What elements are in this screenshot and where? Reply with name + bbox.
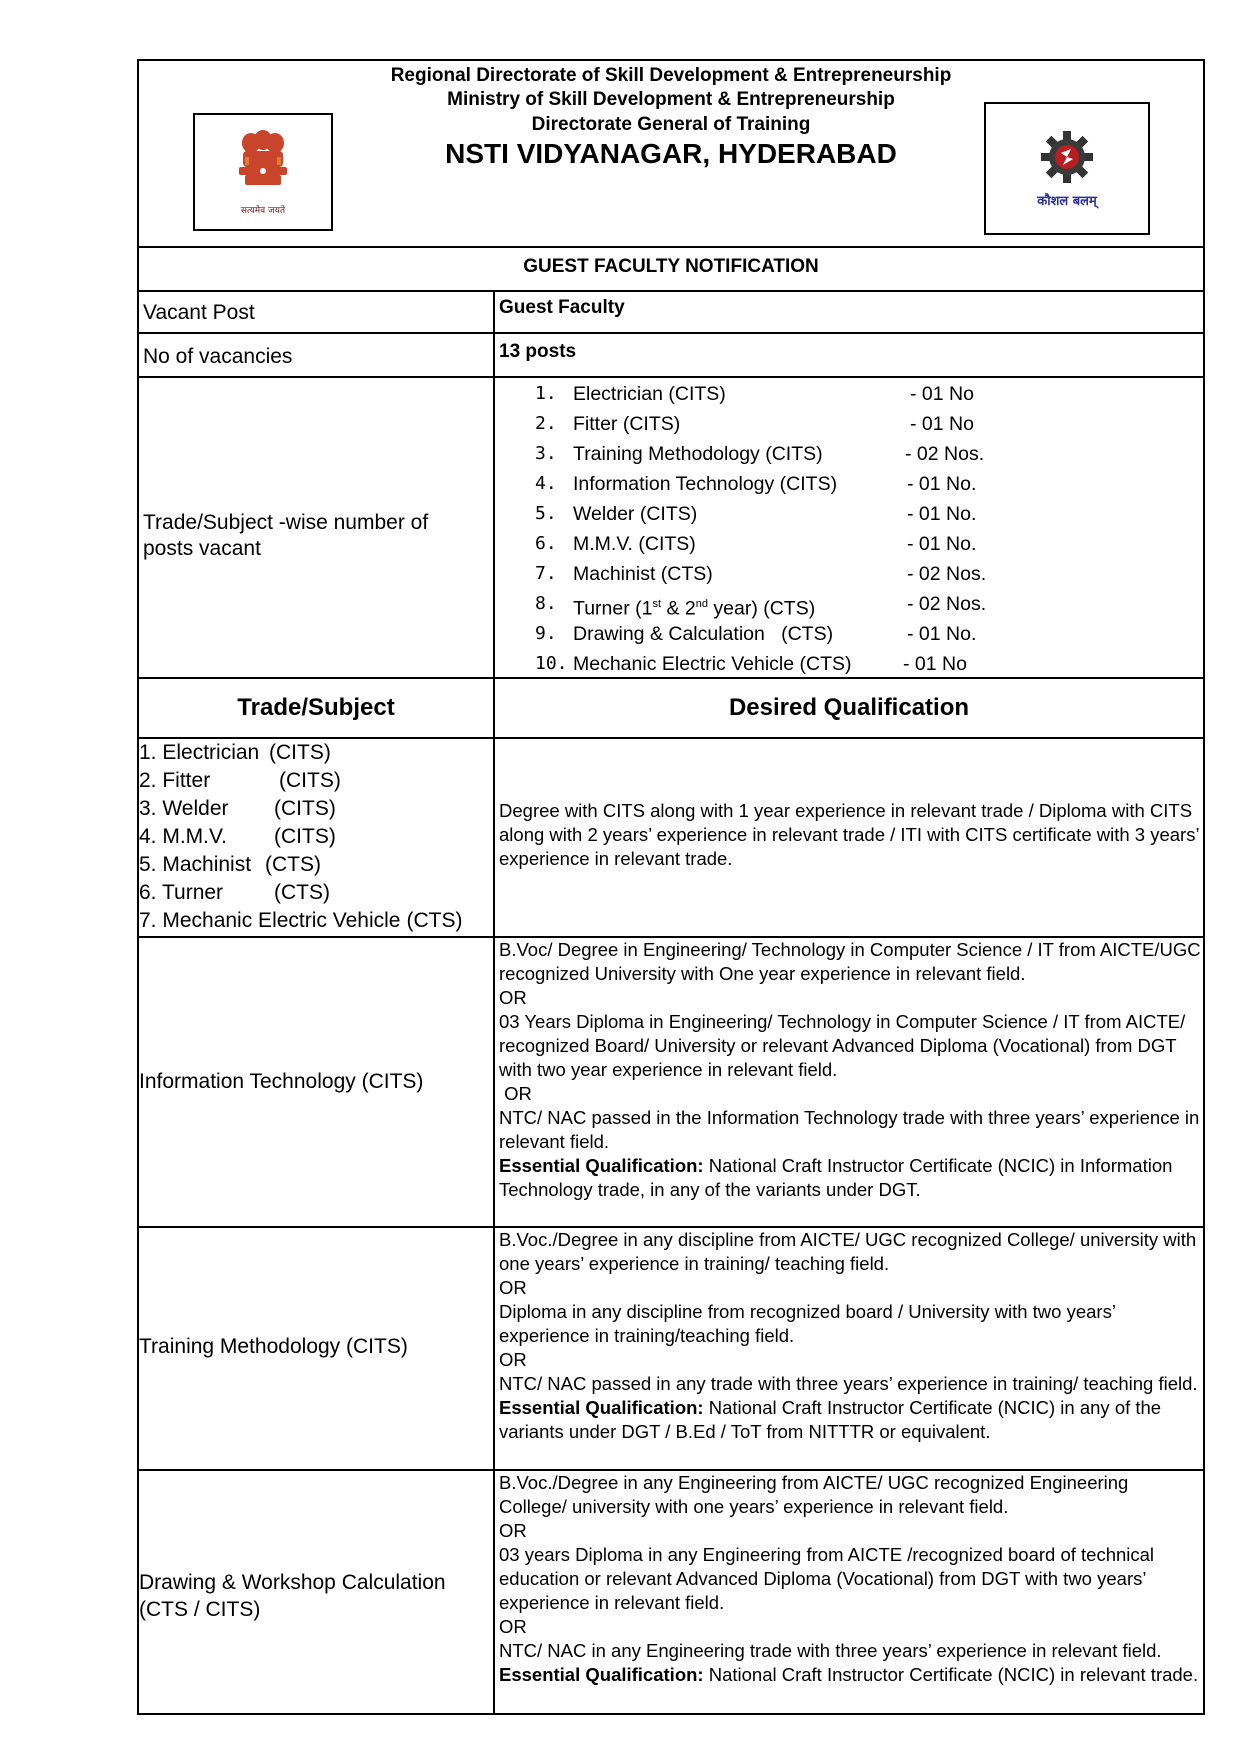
dwc-qualification: B.Voc./Degree in any Engineering from AICTE/ UGC recognized Engineering College/ university with one years’ experience in relevant field. OR 03 years Diploma in any Engineering from AICTE /recognized board of technical education or relevant Advanced Diploma (Vocational) from DGT with two years’ experience in relevant field. OR NTC/ NAC in any Engineering trade with three years’ experience in relevant field. Essential Qualification: National Craft Instructor Certificate (NCIC) in relevant trade. xyxy=(499,1472,1199,1685)
desired-qualification-heading: Desired Qualification xyxy=(728,694,970,721)
it-qualification: B.Voc/ Degree in Engineering/ Technology in Computer Science / IT from AICTE/UGC recognized University with One year experience in relevant field. OR 03 Years Diploma in Engineering/ Technology in Computer Science / IT from AICTE/ recognized Board/ University or relevant Advanced Diploma (Vocational) from DGT with two year experience in relevant field. OR NTC/ NAC passed in the Information Technology trade with three years’ experience in relevant field. Essential Qualification: National Craft Instructor Certificate (NCIC) in Information Technology trade, in any of the variants under DGT. xyxy=(499,939,1201,1200)
list-item: 1. Electrician (CITS) - 01 No xyxy=(535,383,974,405)
directorate-line: Regional Directorate of Skill Development & Entrepreneurship xyxy=(390,65,952,86)
tm-qualification: B.Voc./Degree in any discipline from AICTE/ UGC recognized College/ university with one years’ experience in training/ teaching field. OR Diploma in any discipline from recognized board / University with two years’ experience in training/teaching field. OR NTC/ NAC passed in any trade with three years’ experience in training/ teaching field. Essential Qualification: National Craft Instructor Certificate (NCIC) in any of the variants under DGT / B.Ed / ToT from NITTTR or equivalent. xyxy=(499,1229,1198,1442)
notification-page xyxy=(137,59,1205,1715)
vacancies-value: 13 posts xyxy=(499,341,577,362)
dwc-row xyxy=(139,1471,1203,1713)
lion-capital-icon xyxy=(231,129,295,201)
list-item: 2. Fitter (CITS) - 01 No xyxy=(535,413,974,435)
notification-table xyxy=(137,59,1205,1715)
qualification-header-row xyxy=(139,679,1203,739)
letterhead xyxy=(139,61,1203,248)
list-item: 2. Fitter (CITS) xyxy=(139,769,341,792)
list-item: 10. Mechanic Electric Vehicle (CTS) - 01 No xyxy=(535,653,967,675)
list-item: 6. Turner (CTS) xyxy=(139,881,330,904)
trade-wise-list-cell xyxy=(495,378,1203,677)
institute-name: NSTI VIDYANAGAR, HYDERABAD xyxy=(445,138,897,169)
trade-wise-label: Trade/Subject -wise number of posts vacant xyxy=(139,378,495,677)
vacancies-label: No of vacancies xyxy=(139,334,495,376)
trade-wise-list xyxy=(495,378,1203,680)
list-item: 4. Information Technology (CITS) - 01 No. xyxy=(535,473,977,495)
group1-trade-list xyxy=(139,739,493,935)
trade-subject-heading: Trade/Subject xyxy=(139,679,495,737)
list-item: 3. Training Methodology (CITS) - 02 Nos. xyxy=(535,443,985,465)
dwc-trade: Drawing & Workshop Calculation (CTS / CITS) xyxy=(139,1471,495,1713)
group1-row xyxy=(139,739,1203,938)
tm-trade: Training Methodology (CITS) xyxy=(139,1228,495,1469)
list-item: 9. Drawing & Calculation (CTS) - 01 No. xyxy=(535,623,977,645)
vacancies-row xyxy=(139,334,1203,378)
list-item: 6. M.M.V. (CITS) - 01 No. xyxy=(535,533,977,555)
vacant-post-value: Guest Faculty xyxy=(499,297,625,318)
list-item: 3. Welder (CITS) xyxy=(139,797,336,820)
vacant-post-label: Vacant Post xyxy=(139,292,495,332)
vacant-post-row xyxy=(139,292,1203,334)
list-item: 8. Turner (1st & 2nd year) (CTS) - 02 Nos. xyxy=(535,593,987,620)
group1-qualification: Degree with CITS along with 1 year experience in relevant trade / Diploma with CITS along with 2 years’ experience in relevant trade / ITI with CITS certificate with 3 years’ experience in relevant trade. xyxy=(499,800,1199,869)
tm-row xyxy=(139,1228,1203,1471)
it-trade: Information Technology (CITS) xyxy=(139,938,495,1226)
list-item: 7. Mechanic Electric Vehicle (CTS) xyxy=(139,909,463,932)
list-item: 1. Electrician (CITS) xyxy=(139,741,331,764)
skill-india-logo xyxy=(984,102,1150,235)
ministry-line: Ministry of Skill Development & Entrepreneurship xyxy=(447,89,895,110)
logo-tagline: कौशल बलम् xyxy=(1037,193,1097,209)
list-item: 5. Welder (CITS) - 01 No. xyxy=(535,503,977,525)
state-emblem xyxy=(193,113,333,231)
list-item: 5. Machinist (CTS) xyxy=(139,853,321,876)
dgt-line: Directorate General of Training xyxy=(531,114,811,135)
notification-title: GUEST FACULTY NOTIFICATION xyxy=(139,248,1203,292)
it-row xyxy=(139,938,1203,1228)
emblem-motto: सत्यमेव जयते xyxy=(240,205,286,216)
list-item: 7. Machinist (CTS) - 02 Nos. xyxy=(535,563,987,585)
list-item: 4. M.M.V. (CITS) xyxy=(139,825,336,848)
gear-wrench-icon xyxy=(1037,129,1097,187)
trade-wise-row xyxy=(139,378,1203,679)
group1-trades xyxy=(139,739,495,936)
